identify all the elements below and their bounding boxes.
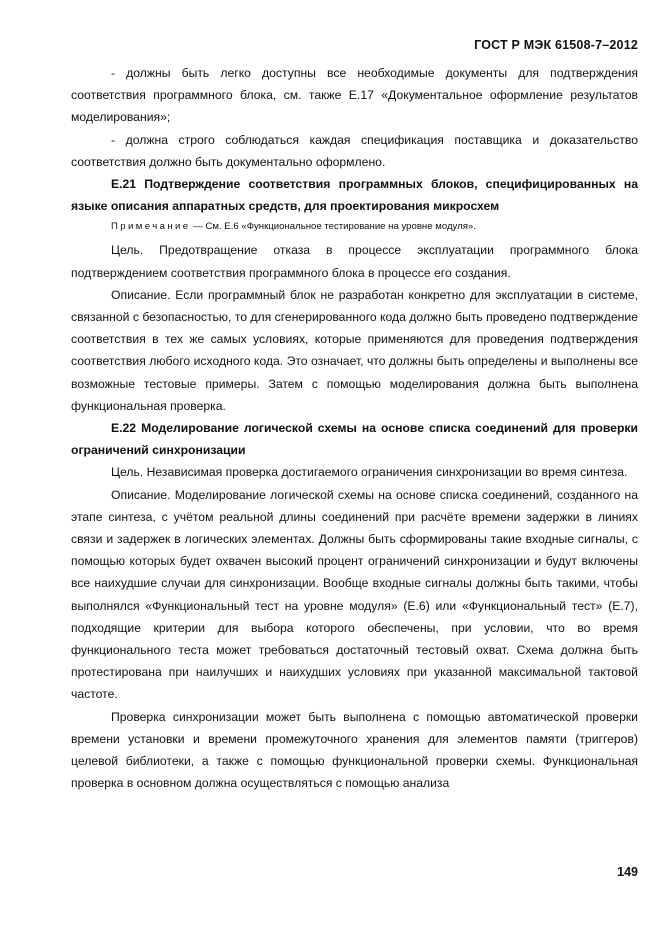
paragraph-description-e22: Описание. Моделирование логической схемы на основе списка соединений, созданного на этапе синтеза, с учётом реальной длины соединений при расчёте времени задержки в линиях связи и задержек в логических элементах. Должны быть сформированы такие входные сигналы, с помощью которых будет охвачен высокий процент ограничений синхронизации и будут включены все наихудшие случаи для синхронизации. Вообще входные сигналы должны быть такими, чтобы выполнялся «Функциональный тест на уровне модуля» (Е.6) или «Функциональный тест» (Е.7), подходящие критерии для выбора которого обеспечены, при условии, что во время функционального теста может требоваться достаточный тестовый охват. Схема должна быть протестирована при наилучших и наихудших условиях при указанной максимальной тактовой частоте. [71,487,638,702]
paragraph-timing-check: Проверка синхронизации может быть выполнена с помощью автоматической проверки времени установки и времени промежуточного хранения для элементов памяти (триггеров) целевой библиотеки, а также с помощью функциональной проверки схемы. Функциональная проверка в основном должна осуществляться с помощью анализа [71,709,638,791]
paragraph-description-e21: Описание. Если программный блок не разработан конкретно для эксплуатации в системе, связанной с безопасностью, то для сгенерированного кода должно быть проведено подтверждение соответствия в тех же самых условиях, которые применяются для проведения подтверждения соответствия любого исходного кода. Это означает, что должны быть определены и выполнены все возможные тестовые примеры. Затем с помощью моделирования должна быть выполнена функциональная проверка. [71,287,638,413]
standard-designation: ГОСТ Р МЭК 61508-7–2012 [474,38,638,52]
page-body [71,62,638,795]
paragraph-goal-e21: Цель. Предотвращение отказа в процессе эксплуатации программного блока подтверждением соответствия программного блока в процессе его создания. [71,243,638,280]
note-e21 [71,219,638,235]
list-item-documents: - должны быть легко доступны все необходимые документы для подтверждения соответствия программного блока, см. также Е.17 «Документальное оформление результатов моделирования»; [71,66,638,125]
note-label: Примечание [111,221,191,233]
section-heading-e22: Е.22 Моделирование логической схемы на основе списка соединений для проверки ограничений синхронизации [71,421,638,458]
page-number: 149 [617,865,638,879]
section-heading-e21: Е.21 Подтверждение соответствия программных блоков, специфицированных на языке описания аппаратных средств, для проектирования микросхем [71,177,638,214]
list-item-specification: - должна строго соблюдаться каждая спецификация поставщика и доказательство соответствия должно быть документально оформлено. [71,132,638,169]
paragraph-goal-e22: Цель. Независимая проверка достигаемого ограничения синхронизации во время синтеза. [111,465,628,480]
note-text: — См. Е.6 «Функциональное тестирование на уровне модуля». [190,221,476,233]
